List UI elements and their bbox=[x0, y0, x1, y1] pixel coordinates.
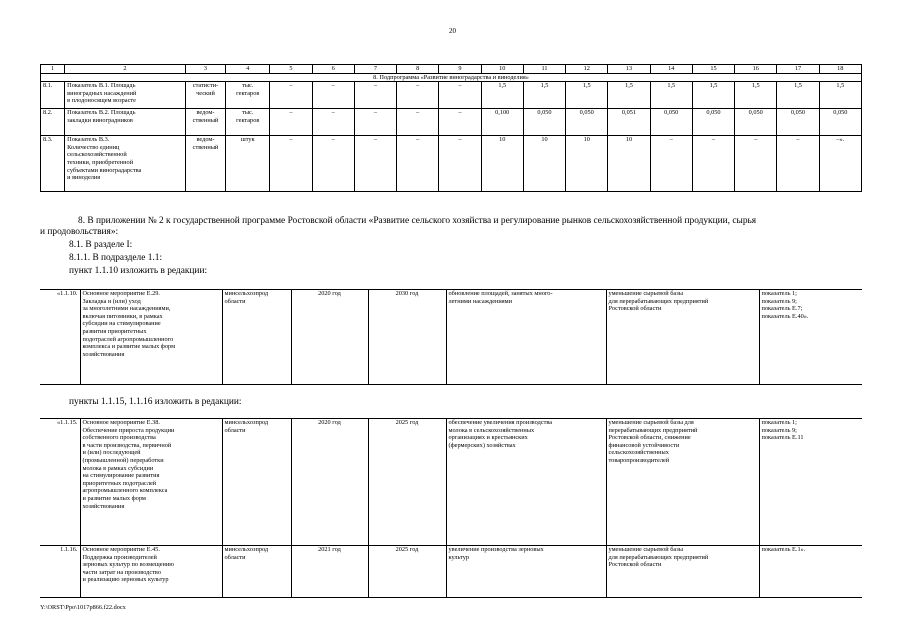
indicator-value bbox=[819, 109, 861, 136]
indicator-name bbox=[65, 82, 186, 109]
indicator-value bbox=[819, 82, 861, 109]
indicator-unit bbox=[226, 109, 270, 136]
indicator-value bbox=[566, 82, 608, 109]
expected-result-line: летними насаждениями bbox=[448, 297, 513, 305]
indicator-name-line: техники, приобретенной bbox=[67, 158, 134, 166]
paragraph-item-1-1-10: пункт 1.1.10 изложить в редакции: bbox=[69, 266, 208, 276]
indicator-value-line: – bbox=[754, 136, 758, 144]
indicator-type bbox=[185, 136, 225, 192]
indicator-value bbox=[270, 82, 312, 109]
header-cell-line: 6 bbox=[331, 65, 335, 72]
item-number bbox=[40, 290, 80, 385]
non-fulfillment-consequence-line: сельскохозяйственных bbox=[608, 449, 669, 457]
indicator-value-line: 1,5 bbox=[667, 82, 676, 90]
measure-name-line: зерновых культур по возмещению bbox=[82, 561, 174, 569]
indicator-value-line: 0,050 bbox=[664, 109, 679, 117]
related-indicators-line: показатель 9; bbox=[761, 297, 797, 305]
header-cell-line: 13 bbox=[625, 65, 633, 72]
indicator-value-line: 0,050 bbox=[833, 109, 848, 117]
indicator-value-line: 1,5 bbox=[625, 82, 633, 90]
indicator-unit-line: тыс. bbox=[242, 109, 254, 117]
table-row bbox=[40, 419, 862, 546]
indicator-unit-line: тыс. bbox=[242, 82, 254, 90]
executor bbox=[222, 546, 291, 598]
table-row bbox=[40, 546, 862, 598]
header-cell bbox=[41, 65, 65, 74]
table-row bbox=[41, 136, 862, 192]
indicator-value-line: 1,5 bbox=[836, 82, 845, 90]
measure-name-line: Основное мероприятие Е.45. bbox=[82, 546, 160, 553]
header-cell bbox=[270, 65, 312, 74]
indicator-value bbox=[692, 82, 734, 109]
executor-line: минсельхозпрод bbox=[224, 546, 269, 553]
expected-result bbox=[446, 290, 606, 385]
indicator-value bbox=[566, 109, 608, 136]
expected-result bbox=[446, 419, 606, 546]
related-indicators-line: показатель 1; bbox=[761, 290, 797, 297]
measure-name-line: части затрат на производство bbox=[82, 568, 161, 576]
expected-result-line: (фермерских) хозяйствах bbox=[448, 441, 516, 449]
indicator-value bbox=[777, 82, 819, 109]
indicator-value-line: – bbox=[458, 109, 462, 117]
measure-table-1-1-10 bbox=[40, 289, 862, 385]
non-fulfillment-consequence-line: финансовой устойчивости bbox=[608, 441, 680, 449]
row-number-line: 8.2. bbox=[43, 109, 53, 117]
page-number: 20 bbox=[449, 27, 456, 35]
indicator-value bbox=[270, 136, 312, 192]
indicator-unit bbox=[226, 136, 270, 192]
indicator-value-line: 1,5 bbox=[582, 82, 591, 90]
paragraph-text-line1: 8. В приложении № 2 к государственной программе Ростовской области «Развитие сельского хозяйства и регулирование рынков сельскохозяйственной продукции, сырья bbox=[78, 216, 757, 226]
indicator-name-line: Показатель В.3. bbox=[67, 136, 110, 144]
item-number-line: «1.1.10. bbox=[57, 290, 78, 297]
indicator-unit-line: штук bbox=[240, 136, 255, 144]
related-indicators-line: показатель 1; bbox=[761, 419, 797, 426]
indicator-value-line: –». bbox=[836, 136, 845, 144]
expected-result-line: молока в сельскохозяйственных bbox=[448, 426, 535, 434]
indicator-value-line: 10 bbox=[541, 136, 548, 144]
header-cell-line: 16 bbox=[752, 65, 759, 72]
row-number bbox=[41, 82, 65, 109]
measure-name-line: Закладка и (или) уход bbox=[82, 297, 141, 305]
header-cell-line: 9 bbox=[458, 65, 462, 72]
measure-name-line: собственного производства bbox=[82, 434, 156, 442]
indicator-value-line: – bbox=[331, 82, 335, 90]
indicator-value-line: – bbox=[416, 109, 420, 117]
paragraph-items-1-1-15-16: пункты 1.1.15, 1.1.16 изложить в редакции: bbox=[69, 397, 242, 407]
indicator-name bbox=[65, 136, 186, 192]
related-indicators-line: показатель Е.1». bbox=[761, 546, 806, 553]
indicator-value bbox=[481, 109, 523, 136]
indicator-value-line: – bbox=[416, 136, 420, 144]
indicator-value-line: – bbox=[331, 136, 335, 144]
start-year-line: 2020 год bbox=[318, 419, 341, 426]
expected-result-line: обеспечение увеличения производства bbox=[448, 419, 553, 426]
header-cell bbox=[185, 65, 225, 74]
executor-line: области bbox=[224, 297, 246, 305]
indicator-value-line: 0,050 bbox=[790, 109, 806, 117]
indicator-name-line: Показатель В.1. Площадь bbox=[67, 82, 136, 90]
executor-line: области bbox=[224, 426, 246, 434]
header-cell bbox=[819, 65, 861, 74]
indicator-name-line: виноградных насаждений bbox=[67, 89, 137, 97]
indicator-value bbox=[439, 82, 481, 109]
indicator-value-line: – bbox=[669, 136, 673, 144]
indicator-value bbox=[354, 136, 396, 192]
indicator-value bbox=[819, 136, 861, 192]
header-cell-line: 17 bbox=[794, 65, 802, 72]
indicator-type bbox=[185, 109, 225, 136]
indicator-type-line: статисти- bbox=[192, 82, 219, 90]
measure-name-line: Поддержка производителей bbox=[82, 553, 157, 561]
header-cell-line: 4 bbox=[246, 65, 250, 72]
expected-result-line: увеличение производства зерновых bbox=[448, 546, 544, 553]
indicator-value-line: – bbox=[373, 136, 378, 144]
header-cell bbox=[481, 65, 523, 74]
header-cell-line: 15 bbox=[710, 65, 717, 72]
row-number-line: 8.3. bbox=[43, 136, 53, 144]
measure-name-line: подотраслей агропромышленного bbox=[82, 335, 174, 343]
related-indicators-line: показатель Е.40». bbox=[761, 312, 809, 320]
item-number-line: «1.1.15. bbox=[57, 419, 78, 426]
table-row bbox=[41, 82, 862, 109]
indicator-value bbox=[270, 109, 312, 136]
table-row bbox=[41, 109, 862, 136]
non-fulfillment-consequence-line: перерабатывающих предприятий bbox=[608, 426, 698, 434]
indicator-value-line: 1,5 bbox=[540, 82, 549, 90]
indicator-name-line: сельскохозяйственной bbox=[67, 151, 127, 159]
header-cell bbox=[650, 65, 692, 74]
header-cell-line: 7 bbox=[373, 65, 378, 72]
non-fulfillment-consequence-line: для перерабатывающих предприятий bbox=[608, 297, 709, 305]
indicator-value bbox=[608, 109, 650, 136]
indicator-value bbox=[735, 82, 777, 109]
non-fulfillment-consequence-line: уменьшение сырьевой базы bbox=[608, 290, 683, 297]
indicator-value bbox=[439, 136, 481, 192]
indicator-value-line: 10 bbox=[499, 136, 506, 144]
header-cell-line: 1 bbox=[50, 65, 55, 72]
non-fulfillment-consequence-line: уменьшение сырьевой базы для bbox=[608, 419, 694, 426]
indicator-value bbox=[692, 109, 734, 136]
non-fulfillment-consequence-line: Ростовской области, снижение bbox=[608, 434, 691, 442]
header-cell bbox=[226, 65, 270, 74]
header-cell bbox=[692, 65, 734, 74]
non-fulfillment-consequence-line: Ростовской области bbox=[608, 561, 662, 569]
paragraph-appendix bbox=[40, 216, 862, 238]
expected-result-line: обновление площадей, занятых много- bbox=[448, 290, 553, 297]
indicator-type bbox=[185, 82, 225, 109]
measure-name-line: хозяйствования bbox=[82, 350, 125, 358]
indicator-value-line: – bbox=[373, 82, 378, 90]
measure-name-line: Основное мероприятие Е.38. bbox=[82, 419, 160, 426]
measure-name bbox=[80, 546, 222, 598]
indicator-value-line: – bbox=[289, 82, 293, 90]
expected-result bbox=[446, 546, 606, 598]
indicator-value bbox=[312, 109, 354, 136]
measure-name-line: Основное мероприятие Е.29. bbox=[82, 290, 160, 297]
start-year bbox=[291, 290, 368, 385]
measure-name-line: комплекса и развитие малых форм bbox=[82, 343, 176, 351]
start-year bbox=[291, 419, 368, 546]
indicator-value bbox=[777, 109, 819, 136]
indicator-name-line: Количество единиц bbox=[67, 143, 120, 151]
indicator-type-line: ческий bbox=[196, 89, 215, 97]
indicator-name-line: Показатель В.2. Площадь bbox=[67, 109, 136, 117]
header-cell-line: 10 bbox=[499, 65, 506, 72]
section-title bbox=[41, 73, 862, 82]
end-year-line: 2030 год bbox=[395, 290, 419, 297]
header-cell-line: 2 bbox=[123, 65, 127, 72]
row-number bbox=[41, 136, 65, 192]
measure-name-line: и реализацию зерновых культур bbox=[82, 576, 169, 584]
indicator-value-line: 1,5 bbox=[794, 82, 802, 90]
indicator-value-line: 0,050 bbox=[537, 109, 552, 117]
indicator-value bbox=[777, 136, 819, 192]
indicator-value bbox=[566, 136, 608, 192]
end-year bbox=[368, 419, 446, 546]
executor bbox=[222, 419, 291, 546]
header-cell bbox=[777, 65, 819, 74]
header-cell bbox=[312, 65, 354, 74]
indicator-value bbox=[397, 136, 439, 192]
header-cell-line: 18 bbox=[837, 65, 844, 72]
header-cell bbox=[65, 65, 186, 74]
measure-name-line: Обеспечение прироста продукции bbox=[82, 426, 175, 434]
related-indicators-line: показатель 9; bbox=[761, 426, 797, 434]
indicator-value bbox=[397, 82, 439, 109]
indicator-unit-line: гектаров bbox=[236, 116, 260, 124]
indicator-value bbox=[481, 82, 523, 109]
indicator-value-line: – bbox=[331, 109, 335, 117]
header-cell-line: 5 bbox=[289, 65, 293, 72]
measure-name-line: на стимулирование развития bbox=[82, 472, 160, 480]
header-cell-line: 12 bbox=[583, 65, 590, 72]
header-cell bbox=[397, 65, 439, 74]
indicator-value bbox=[312, 136, 354, 192]
start-year-line: 2020 год bbox=[318, 290, 341, 297]
measure-name-line: и (или) последующей bbox=[82, 449, 141, 457]
executor-line: области bbox=[224, 553, 246, 561]
indicator-name-line: закладки виноградников bbox=[67, 116, 133, 124]
section-title-line: 8. Подпрограмма «Развитие виноградарства и виноделия» bbox=[373, 73, 529, 81]
start-year-line: 2021 год bbox=[318, 546, 341, 553]
related-indicators bbox=[759, 419, 862, 546]
paragraph-section: 8.1. В разделе I: bbox=[69, 240, 133, 250]
header-cell-line: 3 bbox=[203, 65, 208, 72]
end-year bbox=[368, 546, 446, 598]
section-title-row bbox=[41, 73, 862, 82]
indicator-name-line: субъектами виноградарства bbox=[67, 166, 142, 174]
end-year-line: 2025 год bbox=[395, 419, 419, 426]
indicator-value bbox=[735, 109, 777, 136]
indicator-name-line: в плодоносящем возрасте bbox=[67, 97, 136, 105]
row-number bbox=[41, 109, 65, 136]
indicator-value bbox=[608, 136, 650, 192]
non-fulfillment-consequence-line: уменьшение сырьевой базы bbox=[608, 546, 683, 553]
indicator-value-line: 10 bbox=[583, 136, 590, 144]
executor-line: минсельхозпрод bbox=[224, 419, 269, 426]
indicator-value bbox=[650, 82, 692, 109]
header-cell-line: 11 bbox=[541, 65, 548, 72]
expected-result-line: организациях и крестьянских bbox=[448, 434, 528, 442]
indicator-value-line: – bbox=[289, 136, 293, 144]
measure-name-line: (промышленной) переработки bbox=[82, 456, 164, 464]
executor bbox=[222, 290, 291, 385]
related-indicators bbox=[759, 290, 862, 385]
indicators-table bbox=[40, 64, 862, 192]
indicator-name bbox=[65, 109, 186, 136]
indicator-value bbox=[439, 109, 481, 136]
header-cell bbox=[439, 65, 481, 74]
indicator-value bbox=[397, 109, 439, 136]
indicator-type-line: ведом- bbox=[196, 136, 215, 144]
item-number bbox=[40, 419, 80, 546]
start-year bbox=[291, 546, 368, 598]
non-fulfillment-consequence-line: товаропроизводителей bbox=[608, 456, 670, 464]
end-year-line: 2025 год bbox=[395, 546, 419, 553]
indicator-unit-line: гектаров bbox=[236, 89, 260, 97]
non-fulfillment-consequence bbox=[606, 290, 759, 385]
indicator-value-line: – bbox=[289, 109, 293, 117]
expected-result-line: культур bbox=[448, 553, 470, 561]
indicator-value bbox=[692, 136, 734, 192]
indicator-value-line: – bbox=[711, 136, 716, 144]
measure-name-line: развития приоритетных bbox=[82, 327, 147, 335]
measure-name-line: включая питомники, в рамках bbox=[82, 312, 163, 320]
non-fulfillment-consequence bbox=[606, 546, 759, 598]
measure-name-line: и развитие малых форм bbox=[82, 494, 146, 502]
indicator-value-line: 0,051 bbox=[621, 109, 637, 117]
indicator-unit bbox=[226, 82, 270, 109]
related-indicators-line: показатель Е.7; bbox=[761, 305, 803, 313]
indicator-value bbox=[481, 136, 523, 192]
indicator-value bbox=[650, 136, 692, 192]
header-cell bbox=[523, 65, 565, 74]
measure-table-1-1-15-16 bbox=[40, 418, 862, 598]
measure-name-line: молока в рамках субсидии bbox=[82, 464, 154, 472]
table-header-row bbox=[41, 65, 862, 74]
indicator-value-line: – bbox=[416, 82, 420, 90]
indicator-type-line: ственный bbox=[192, 116, 219, 124]
indicator-value bbox=[523, 136, 565, 192]
related-indicators-line: показатель Е.11 bbox=[761, 434, 804, 442]
indicator-type-line: ведом- bbox=[196, 109, 215, 117]
item-number bbox=[40, 546, 80, 598]
indicator-value-line: 1,5 bbox=[751, 82, 760, 90]
header-cell bbox=[608, 65, 650, 74]
indicator-value-line: 1,5 bbox=[498, 82, 507, 90]
paragraph-subsection: 8.1.1. В подразделе 1.1: bbox=[69, 253, 163, 263]
measure-name-line: хозяйствования bbox=[82, 502, 125, 510]
indicator-value-line: 10 bbox=[625, 136, 633, 144]
indicator-value-line: – bbox=[458, 136, 462, 144]
paragraph-text-line2: и продовольствия»: bbox=[40, 227, 119, 237]
measure-name-line: за многолетними насаждениями, bbox=[82, 305, 171, 313]
measure-name-line: агропромышленного комплекса bbox=[82, 487, 168, 495]
non-fulfillment-consequence-line: для перерабатывающих предприятий bbox=[608, 553, 709, 561]
indicator-value bbox=[523, 82, 565, 109]
non-fulfillment-consequence-line: Ростовской области bbox=[608, 305, 662, 313]
indicator-value bbox=[312, 82, 354, 109]
indicator-value bbox=[608, 82, 650, 109]
end-year bbox=[368, 290, 446, 385]
header-cell bbox=[735, 65, 777, 74]
related-indicators bbox=[759, 546, 862, 598]
measure-name bbox=[80, 419, 222, 546]
non-fulfillment-consequence bbox=[606, 419, 759, 546]
indicator-value-line: 0,050 bbox=[706, 109, 721, 117]
measure-name-line: субсидии на стимулирование bbox=[82, 320, 161, 328]
indicator-value-line: 1,5 bbox=[709, 82, 718, 90]
measure-name bbox=[80, 290, 222, 385]
executor-line: минсельхозпрод bbox=[224, 290, 269, 297]
measure-name-line: в части производства, первичной bbox=[82, 441, 172, 449]
table-row bbox=[40, 290, 862, 385]
indicator-value bbox=[354, 109, 396, 136]
indicator-value-line: – bbox=[796, 136, 800, 144]
item-number-line: 1.1.16. bbox=[60, 546, 78, 553]
indicator-value bbox=[735, 136, 777, 192]
indicator-name-line: и виноделия bbox=[67, 174, 101, 182]
indicator-value-line: – bbox=[373, 109, 378, 117]
header-cell bbox=[566, 65, 608, 74]
measure-name-line: приоритетных подотраслей bbox=[82, 479, 157, 487]
indicator-value bbox=[523, 109, 565, 136]
indicator-value-line: 0,050 bbox=[579, 109, 594, 117]
indicator-value bbox=[650, 109, 692, 136]
header-cell-line: 14 bbox=[668, 65, 675, 72]
header-cell bbox=[354, 65, 396, 74]
footer-file-path: Y:\ORST\Ppo\1017p866.f22.docx bbox=[40, 604, 126, 611]
indicator-value-line: 0,100 bbox=[495, 109, 510, 117]
indicator-value-line: – bbox=[458, 82, 462, 90]
row-number-line: 8.1. bbox=[43, 82, 53, 90]
header-cell-line: 8 bbox=[416, 65, 420, 72]
indicator-value-line: 0,050 bbox=[748, 109, 763, 117]
indicator-type-line: ственный bbox=[192, 143, 219, 151]
indicator-value bbox=[354, 82, 396, 109]
